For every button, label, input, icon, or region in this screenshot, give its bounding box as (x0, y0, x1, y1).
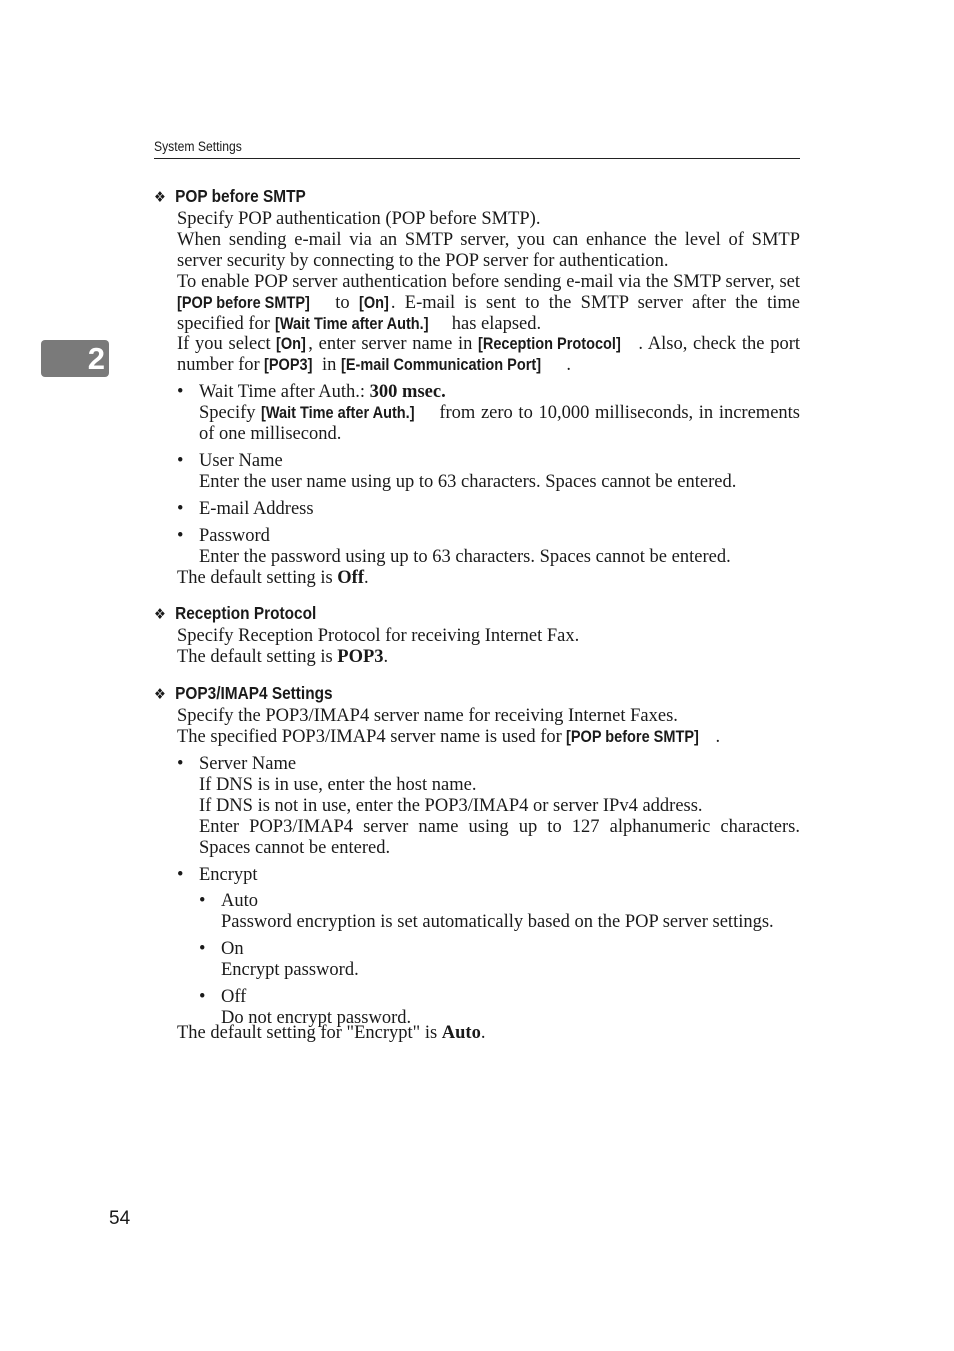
list-item (177, 865, 800, 1029)
list-item (199, 987, 800, 1029)
list-item (177, 499, 800, 520)
item-label: • Encrypt (199, 864, 258, 885)
text: . (480, 1022, 486, 1043)
ui-term: [On] (276, 335, 307, 354)
item-label: • User Name (199, 450, 283, 471)
text: . (364, 567, 369, 588)
item-label: • Off (221, 987, 247, 1008)
item-desc: Enter the password using up to 63 characters. Spaces cannot be entered. (199, 546, 731, 567)
section-title-text: Reception Protocol (175, 603, 317, 624)
item-desc: Encrypt password. (221, 960, 359, 981)
text: has elapsed. (447, 313, 542, 334)
text: , enter server name in (308, 334, 479, 355)
text: The default setting is (177, 647, 338, 668)
diamond-bullet-icon: ❖ (154, 189, 166, 206)
section-title (154, 682, 722, 706)
item-desc: If DNS is in use, enter the host name. (199, 774, 477, 795)
list-item (177, 526, 800, 568)
section-title-text: POP before SMTP (175, 186, 306, 206)
item-label: • Server Name (199, 754, 297, 775)
item-label: • On (221, 939, 244, 960)
item-desc: Do not encrypt password. (221, 1008, 412, 1028)
diamond-bullet-icon: ❖ (154, 686, 166, 704)
text: . (715, 727, 721, 748)
default-setting (177, 568, 800, 589)
list-item (177, 451, 800, 493)
ui-term: [POP before SMTP] (566, 728, 700, 747)
ui-term: [E-mail Communication Port] (341, 356, 542, 375)
item-label: Wait Time after Auth.: (199, 382, 370, 403)
item-desc: If DNS is not in use, enter the POP3/IMAP4 or server IPv4 address. (199, 795, 703, 816)
paragraph (177, 727, 800, 748)
item-label: • E-mail Address (199, 498, 314, 519)
text: To enable POP server authentication before sending e-mail via the SMTP server, set (177, 271, 800, 292)
paragraph: Specify Reception Protocol for receiving Internet Fax. (177, 626, 580, 647)
item-desc (199, 403, 800, 445)
ui-term: [Wait Time after Auth.] (274, 314, 429, 333)
ui-term: [POP3] (264, 356, 313, 375)
item-label: • Password (199, 525, 270, 546)
ui-term: [On] (358, 293, 389, 312)
settings-list (177, 382, 800, 567)
default-setting (177, 647, 800, 668)
section-title (154, 185, 722, 209)
item-desc: Password encryption is set automatically based on the POP server settings. (221, 912, 774, 933)
list-item (199, 891, 800, 933)
text: . (383, 647, 389, 668)
default-value: POP3 (337, 647, 384, 668)
chapter-tab: 2 (41, 340, 109, 377)
running-header: System Settings (154, 139, 242, 154)
header-rule (154, 158, 800, 159)
item-desc: Enter the user name using up to 63 characters. Spaces cannot be entered. (199, 471, 737, 492)
page-number: 54 (109, 1208, 131, 1229)
text: from zero to 10,000 milliseconds, in increments of one millisecond. (199, 403, 800, 445)
ui-term: [POP before SMTP] (177, 293, 310, 312)
text: . (566, 355, 572, 376)
default-value: Auto (441, 1022, 481, 1043)
paragraph (177, 272, 800, 335)
encrypt-options-list (199, 891, 800, 1028)
ui-term: [Wait Time after Auth.] (261, 404, 415, 423)
section-pop-before-smtp (154, 185, 800, 588)
text: If you select (177, 334, 277, 355)
item-value: 300 msec. (369, 382, 446, 403)
page-content (154, 185, 800, 1052)
list-item (199, 939, 800, 981)
list-item (177, 754, 800, 859)
text: to (326, 292, 359, 313)
paragraph: Specify the POP3/IMAP4 server name for receiving Internet Faxes. (177, 706, 678, 727)
section-title-text: POP3/IMAP4 Settings (175, 683, 333, 704)
paragraph: When sending e-mail via an SMTP server, you can enhance the level of SMTP server security by connecting to the POP server for authentication. (177, 229, 800, 271)
section-reception-protocol (154, 602, 800, 668)
default-value: Off (337, 567, 365, 588)
section-title (154, 602, 722, 626)
ui-term: [Reception Protocol] (478, 335, 621, 354)
text: The default setting is (177, 567, 338, 588)
text: . Also, check the port number for (177, 334, 801, 376)
text: Specify (199, 403, 262, 424)
item-desc: Enter POP3/IMAP4 server name using up to 127 alphanumeric characters. Spaces cannot be entered. (199, 816, 800, 858)
settings-list (177, 754, 800, 1029)
item-label: • Auto (221, 891, 258, 912)
section-pop3-imap4-settings (154, 682, 800, 1044)
text: in (317, 355, 342, 376)
paragraph: Specify POP authentication (POP before SMTP). (177, 209, 541, 229)
paragraph (177, 334, 800, 376)
text: . E-mail is sent to the SMTP server after the time specified for (177, 292, 800, 334)
diamond-bullet-icon: ❖ (154, 606, 166, 624)
list-item (177, 382, 800, 445)
text: The specified POP3/IMAP4 server name is used for (177, 727, 567, 748)
text: The default setting for "Encrypt" is (177, 1022, 442, 1043)
